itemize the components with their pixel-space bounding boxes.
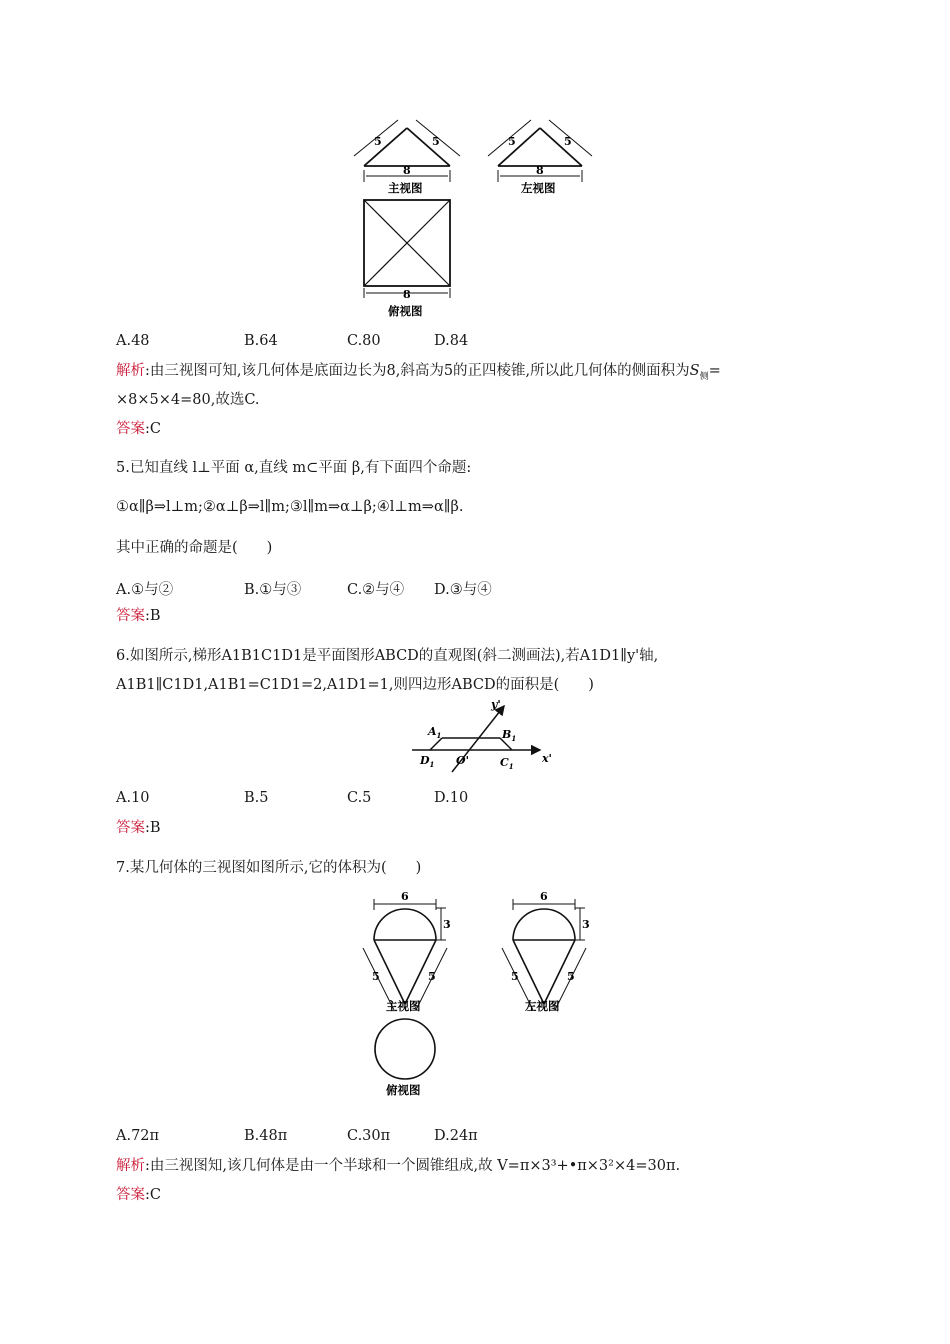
q4-analysis-eq: = — [708, 363, 721, 379]
analysis-label: 解析 — [116, 363, 145, 379]
q4-option-d[interactable]: D.84 — [434, 333, 469, 349]
q4-analysis-S: S — [689, 363, 700, 379]
q4-answer-value: :C — [145, 421, 161, 437]
front-slant-left: 5 — [374, 135, 382, 148]
q4-analysis-line1 — [116, 362, 721, 386]
answer-label: 答案 — [116, 608, 145, 624]
label-D1: $D_1$ — [420, 754, 435, 769]
label-O: O' — [456, 754, 469, 767]
q7-top-view — [375, 1019, 435, 1079]
q7-option-d[interactable]: D.24π — [434, 1128, 478, 1144]
q7-three-view-figure — [350, 886, 610, 1098]
q6-oblique-figure — [408, 694, 558, 776]
front-view-caption: 主视图 — [388, 181, 423, 195]
side-view-caption: 左视图 — [521, 181, 556, 195]
q6-option-c[interactable]: C.5 — [347, 790, 372, 806]
q5-answer — [116, 607, 161, 625]
q5-propositions: ①α∥β⇒l⊥m;②α⊥β⇒l∥m;③l∥m⇒α⊥β;④l⊥m⇒α∥β. — [116, 499, 464, 515]
q6-option-b[interactable]: B.5 — [244, 790, 269, 806]
side-radius: 3 — [582, 918, 590, 931]
q5-answer-value: :B — [145, 608, 161, 624]
q6-option-a[interactable]: A.10 — [116, 790, 150, 806]
q7-top-caption: 俯视图 — [386, 1083, 421, 1097]
q4-analysis-text: :由三视图可知,该几何体是底面边长为8,斜高为5的正四棱锥,所以此几何体的侧面积为 — [145, 363, 690, 379]
q5-option-d[interactable]: D.③与④ — [434, 582, 492, 598]
front-slant-right: 5 — [428, 970, 436, 983]
q4-option-a[interactable]: A.48 — [116, 333, 150, 349]
label-C1: $C_1$ — [500, 756, 514, 771]
side-base: 8 — [536, 164, 544, 177]
q7-option-a[interactable]: A.72π — [116, 1128, 160, 1144]
q6-stem-line1: 6.如图所示,梯形A1B1C1D1是平面图形ABCD的直观图(斜二测画法),若A1D1∥y'轴, — [116, 648, 659, 664]
q6-stem-line2: A1B1∥C1D1,A1B1=C1D1=2,A1D1=1,则四边形ABCD的面积是( ) — [116, 677, 594, 693]
q6-answer — [116, 819, 161, 837]
label-B1: $B_1$ — [502, 728, 517, 743]
front-diameter: 6 — [401, 890, 409, 903]
answer-label: 答案 — [116, 421, 145, 437]
side-slant-left: 5 — [508, 135, 516, 148]
q7-answer — [116, 1186, 161, 1204]
q7-side-view — [502, 899, 586, 1010]
q6-option-d[interactable]: D.10 — [434, 790, 469, 806]
front-slant-right: 5 — [432, 135, 440, 148]
q5-question: 其中正确的命题是( ) — [116, 540, 273, 556]
side-slant-right: 5 — [564, 135, 572, 148]
q7-front-caption: 主视图 — [386, 999, 421, 1013]
q5-stem: 5.已知直线 l⊥平面 α,直线 m⊂平面 β,有下面四个命题: — [116, 460, 472, 476]
q7-option-c[interactable]: C.30π — [347, 1128, 391, 1144]
q7-option-b[interactable]: B.48π — [244, 1128, 288, 1144]
analysis-label: 解析 — [116, 1158, 145, 1174]
q7-side-caption: 左视图 — [525, 999, 560, 1013]
q7-analysis-text: :由三视图知,该几何体是由一个半球和一个圆锥组成,故 V=π×3³+•π×3²×4=30π. — [145, 1158, 681, 1174]
q4-option-c[interactable]: C.80 — [347, 333, 381, 349]
answer-label: 答案 — [116, 820, 145, 836]
q7-analysis — [116, 1157, 680, 1175]
top-base: 8 — [403, 288, 411, 301]
q5-option-c[interactable]: C.②与④ — [347, 582, 405, 598]
top-view — [364, 200, 450, 298]
front-base: 8 — [403, 164, 411, 177]
front-radius: 3 — [443, 918, 451, 931]
q5-option-a[interactable]: A.①与② — [116, 582, 174, 598]
q4-analysis-line2: ×8×5×4=80,故选C. — [116, 392, 260, 408]
answer-label: 答案 — [116, 1187, 145, 1203]
q4-answer — [116, 420, 161, 438]
x-axis-label: x' — [542, 752, 552, 765]
q7-front-view — [363, 899, 447, 1010]
q7-answer-value: :C — [145, 1187, 161, 1203]
label-A1: $A_1$ — [428, 725, 442, 740]
side-slant-right: 5 — [567, 970, 575, 983]
q4-analysis-sub: 侧 — [699, 371, 709, 382]
y-axis-label: y' — [491, 698, 501, 711]
q5-option-b[interactable]: B.①与③ — [244, 582, 302, 598]
side-slant-left: 5 — [511, 970, 519, 983]
q4-three-view-figure — [340, 118, 610, 320]
q6-answer-value: :B — [145, 820, 161, 836]
q7-stem: 7.某几何体的三视图如图所示,它的体积为( ) — [116, 860, 422, 876]
front-slant-left: 5 — [372, 970, 380, 983]
q4-option-b[interactable]: B.64 — [244, 333, 278, 349]
side-diameter: 6 — [540, 890, 548, 903]
top-view-caption: 俯视图 — [388, 304, 423, 318]
